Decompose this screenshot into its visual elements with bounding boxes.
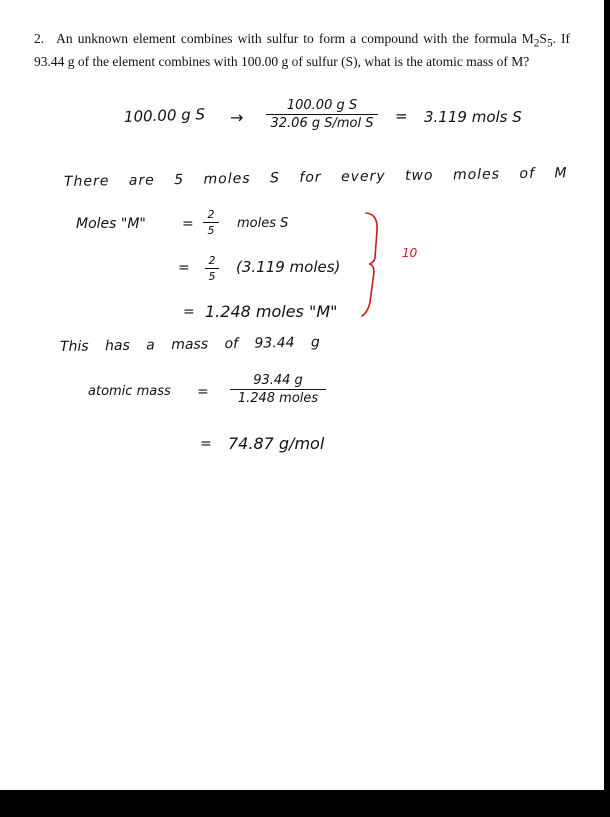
- scan-edge: [0, 790, 610, 817]
- mole-ratio-denominator: 5: [207, 224, 215, 237]
- formula-subscript-1: 2: [533, 37, 540, 50]
- equals-sign: =: [200, 436, 212, 452]
- problem-text-intro: An unknown element combines with sulfur to form a compound with the formula: [56, 31, 517, 46]
- sulfur-conversion-numerator: 100.00 g S: [286, 98, 358, 113]
- problem-text-question: . If 93.44 g of the element combines with 100.00 g of sulfur (S), what is the atomic mass of M?: [34, 31, 571, 69]
- grading-bracket: [362, 213, 377, 316]
- mole-ratio-statement: There are 5 moles S for every two moles of M: [63, 165, 568, 190]
- moles-m-result: 1.248 moles "M": [205, 302, 338, 321]
- conversion-arrow: →: [230, 108, 244, 127]
- mass-statement: This has a mass of 93.44 g: [59, 334, 321, 355]
- sulfur-conversion-denominator: 32.06 g S/mol S: [270, 116, 374, 131]
- formula-element: M: [521, 31, 534, 46]
- mole-ratio-numerator: 2: [208, 254, 216, 267]
- atomic-mass-label: atomic mass: [88, 384, 171, 399]
- moles-s-unit: moles S: [237, 216, 289, 231]
- atomic-mass-numerator: 93.44 g: [253, 373, 303, 388]
- mole-ratio-numerator: 2: [207, 208, 215, 221]
- sulfur-moles-result: 3.119 mols S: [424, 108, 522, 126]
- equals-sign: =: [395, 107, 408, 125]
- formula-subscript-2: 5: [546, 37, 553, 50]
- equals-sign: =: [182, 216, 194, 232]
- atomic-mass-result: 74.87 g/mol: [228, 434, 325, 453]
- mole-ratio-denominator: 5: [208, 270, 216, 283]
- problem-number: 2.: [34, 31, 45, 46]
- equals-sign: =: [183, 304, 195, 320]
- equals-sign: =: [178, 260, 190, 276]
- formula-sulfur: S: [539, 31, 547, 46]
- atomic-mass-denominator: 1.248 moles: [237, 391, 319, 406]
- moles-m-label: Moles "M": [76, 216, 146, 232]
- sulfur-mass-given: 100.00 g S: [123, 105, 206, 126]
- sulfur-moles-substitution: (3.119 moles): [236, 258, 341, 276]
- equals-sign: =: [197, 384, 209, 400]
- grade-score: 10: [402, 246, 418, 260]
- scan-edge: [604, 0, 610, 790]
